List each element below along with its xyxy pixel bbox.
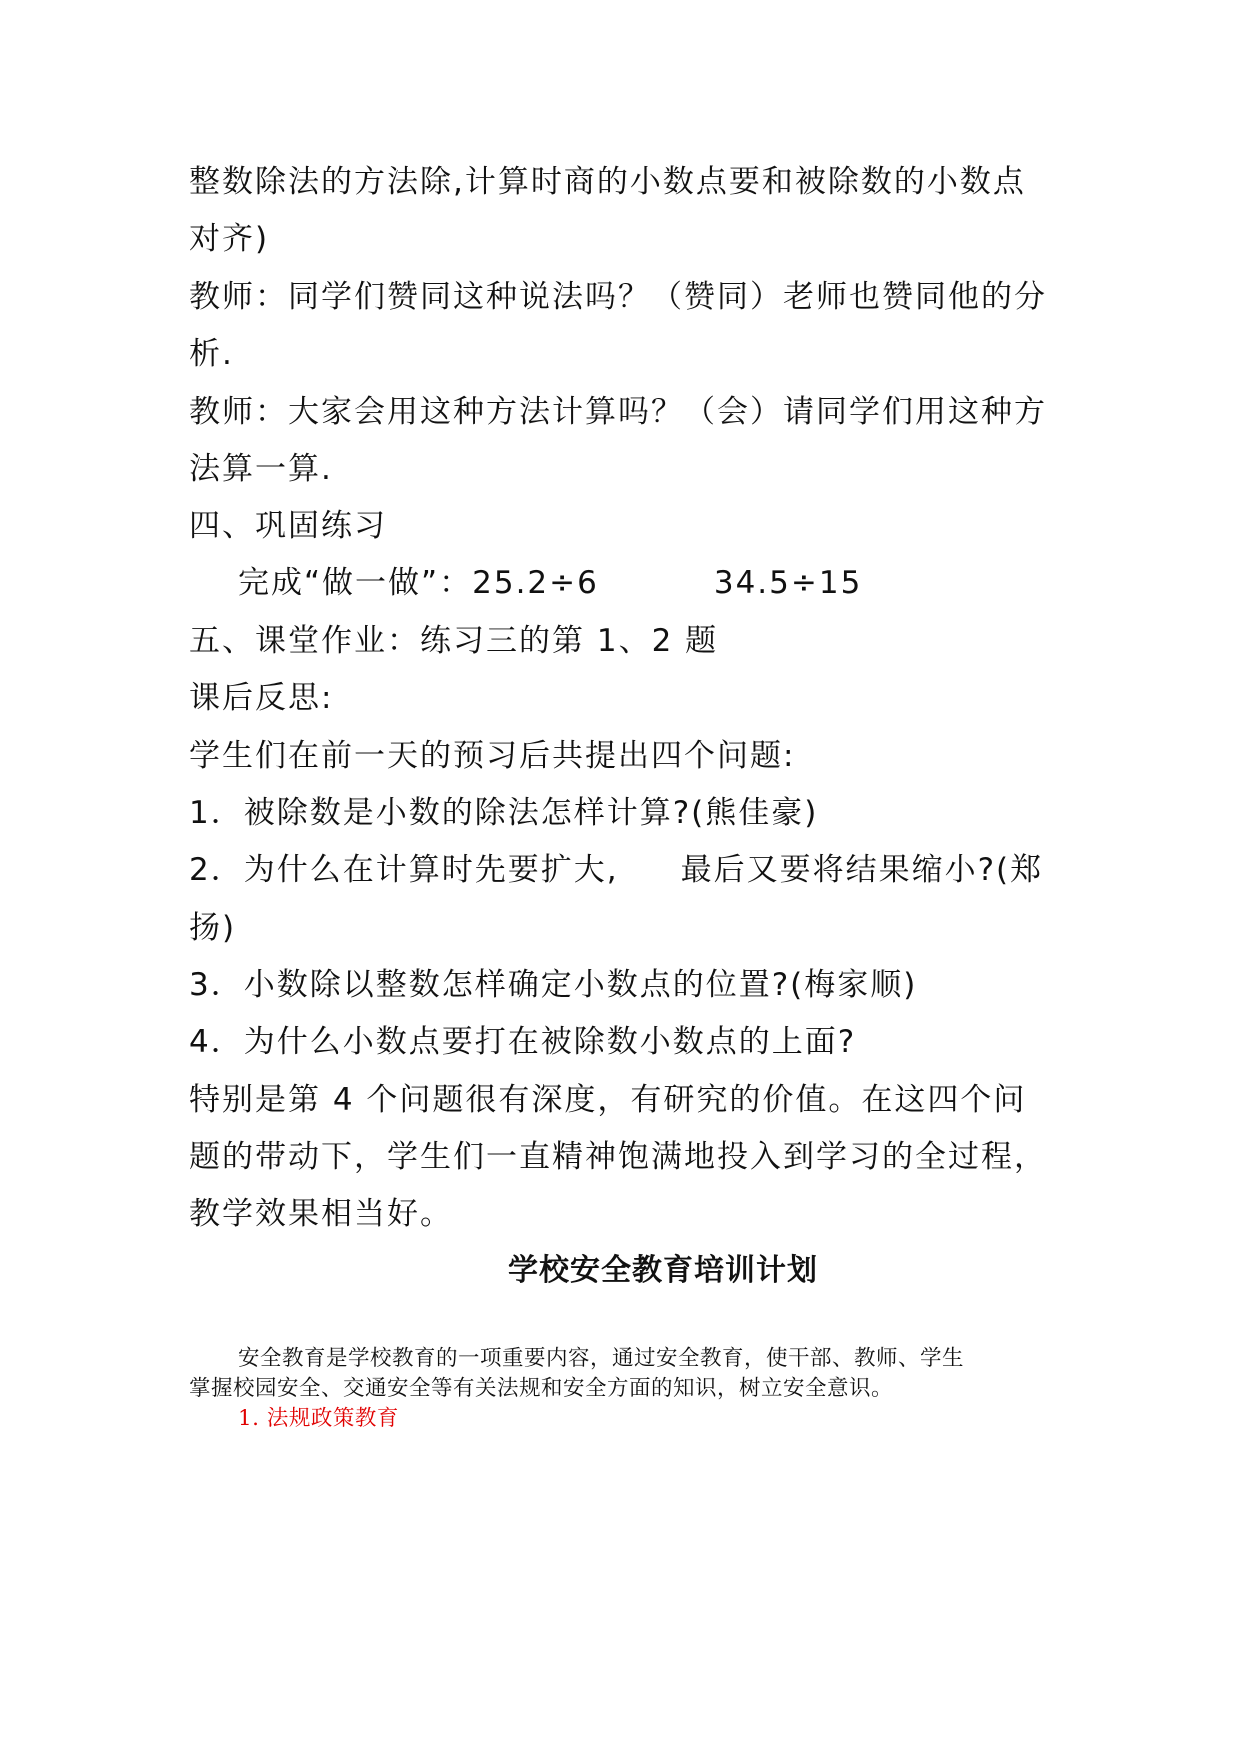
plan-section-heading: 1. 法规政策教育	[238, 1406, 399, 1431]
lesson-line-2: 对齐)	[189, 221, 270, 257]
question-4: 4．为什么小数点要打在被除数小数点的上面?	[189, 1024, 857, 1060]
lesson-line-1: 整数除法的方法除,计算时商的小数点要和被除数的小数点	[189, 164, 1026, 200]
section-heading-practice: 四、巩固练习	[189, 508, 387, 544]
homework-line: 五、课堂作业：练习三的第 1、2 题	[189, 623, 719, 659]
plan-title: 学校安全教育培训计划	[508, 1253, 818, 1288]
conclusion-line-1: 特别是第 4 个问题很有深度，有研究的价值。在这四个问	[189, 1082, 1027, 1118]
conclusion-line-2: 题的带动下，学生们一直精神饱满地投入到学习的全过程，	[189, 1139, 1047, 1175]
plan-paragraph-line-2: 掌握校园安全、交通安全等有关法规和安全方面的知识，树立安全意识。	[189, 1376, 894, 1401]
reflection-intro: 学生们在前一天的预习后共提出四个问题:	[189, 738, 796, 774]
practice-line	[238, 563, 862, 603]
lesson-line-4: 析.	[189, 336, 234, 372]
practice-prefix: 完成“做一做”：25.2÷6	[238, 565, 599, 601]
conclusion-line-3: 教学效果相当好。	[189, 1196, 453, 1232]
question-3: 3．小数除以整数怎样确定小数点的位置?(梅家顺)	[189, 967, 918, 1003]
practice-second-problem: 34.5÷15	[713, 565, 863, 601]
question-1: 1．被除数是小数的除法怎样计算?(熊佳豪)	[189, 795, 819, 831]
question-2-part-1: 2．为什么在计算时先要扩大,	[189, 852, 619, 888]
lesson-line-5: 教师：大家会用这种方法计算吗？（会）请同学们用这种方	[189, 394, 1047, 430]
question-2-part-2: 最后又要将结果缩小?(郑	[680, 852, 1044, 888]
reflection-heading: 课后反思:	[189, 680, 334, 716]
lesson-line-3: 教师：同学们赞同这种说法吗？（赞同）老师也赞同他的分	[189, 279, 1047, 315]
plan-paragraph-line-1: 安全教育是学校教育的一项重要内容，通过安全教育，使干部、教师、学生	[238, 1346, 965, 1371]
question-2	[189, 850, 1043, 890]
question-2-continued: 扬)	[189, 910, 237, 946]
lesson-line-6: 法算一算.	[189, 451, 333, 487]
